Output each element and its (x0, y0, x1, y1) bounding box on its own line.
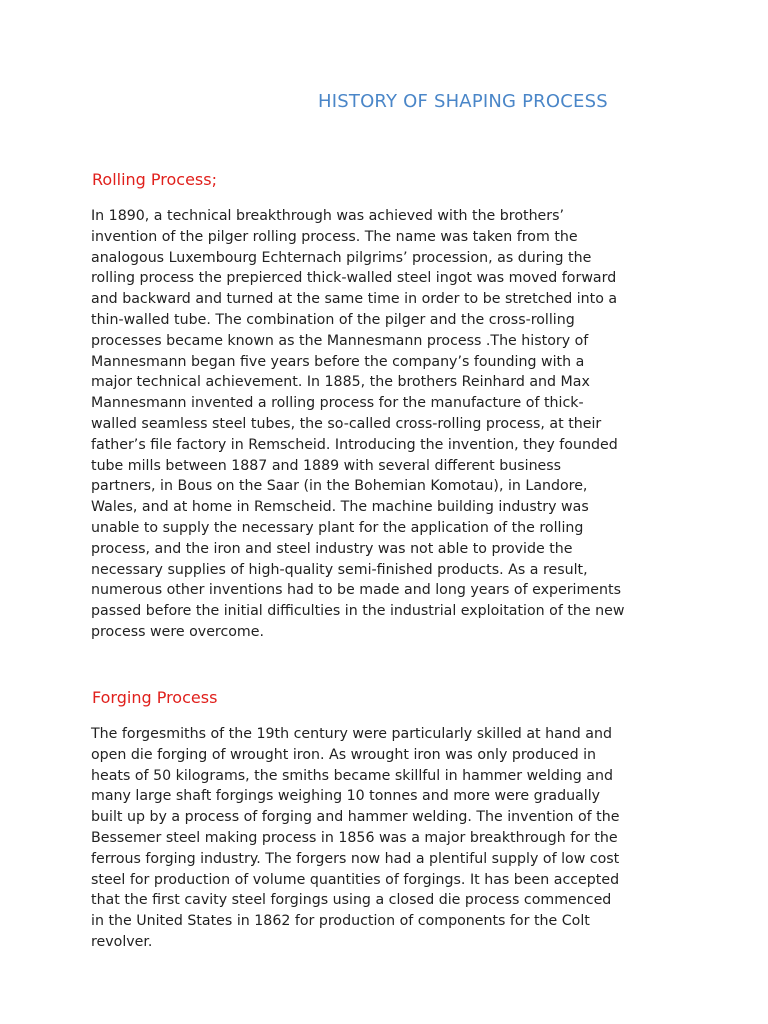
paragraph-line: invention of the pilger rolling process. The name was taken from the (91, 228, 578, 245)
paragraph-line: heats of 50 kilograms, the smiths became skillful in hammer welding and (91, 767, 613, 784)
section-heading-forging: Forging Process (92, 688, 218, 707)
paragraph-line: necessary supplies of high-quality semi-finished products. As a result, (91, 561, 588, 578)
paragraph-line: in the United States in 1862 for production of components for the Colt (91, 913, 590, 930)
paragraph-line: open die forging of wrought iron. As wrought iron was only produced in (91, 746, 597, 763)
paragraph-line: passed before the initial difficulties in the industrial exploitation of the new (91, 603, 625, 620)
paragraph-line: numerous other inventions had to be made and long years of experiments (91, 582, 621, 599)
paragraph-line: processes became known as the Mannesmann process .The history of (91, 332, 589, 349)
paragraph-line: and backward and turned at the same time in order to be stretched into a (91, 291, 618, 308)
paragraph-line: walled seamless steel tubes, the so-called cross-rolling process, at their (91, 415, 602, 432)
paragraph-line: thin-walled tube. The combination of the pilger and the cross-rolling (91, 311, 575, 328)
paragraph-line: major technical achievement. In 1885, the brothers Reinhard and Max (91, 374, 590, 391)
paragraph-line: Mannesmann invented a rolling process for the manufacture of thick- (91, 395, 584, 412)
section-heading-rolling: Rolling Process; (92, 170, 217, 189)
paragraph-line: ferrous forging industry. The forgers now had a plentiful supply of low cost (91, 850, 620, 867)
paragraph-line: In 1890, a technical breakthrough was achieved with the brothers’ (91, 208, 565, 224)
paragraph-line: tube mills between 1887 and 1889 with several different business (91, 457, 562, 474)
section-body-rolling (91, 206, 691, 643)
paragraph-line: partners, in Bous on the Saar (in the Bohemian Komotau), in Landore, (91, 478, 588, 495)
paragraph-line: unable to supply the necessary plant for the application of the rolling (91, 519, 584, 536)
paragraph-line: revolver. (91, 933, 153, 950)
document-title: HISTORY OF SHAPING PROCESS (318, 91, 608, 112)
paragraph-line: analogous Luxembourg Echternach pilgrims’ procession, as during the (91, 249, 592, 266)
paragraph-line: father’s file factory in Remscheid. Introducing the invention, they founded (91, 436, 618, 453)
paragraph-line: many large shaft forgings weighing 10 tonnes and more were gradually (91, 788, 601, 805)
paragraph-line: built up by a process of forging and hammer welding. The invention of the (91, 809, 620, 826)
paragraph-line: that the first cavity steel forgings using a closed die process commenced (91, 892, 612, 909)
paragraph-line: The forgesmiths of the 19th century were particularly skilled at hand and (91, 726, 612, 742)
paragraph-line: process were overcome. (91, 623, 264, 640)
section-body-forging (91, 724, 691, 953)
paragraph-line: process, and the iron and steel industry was not able to provide the (91, 540, 573, 557)
paragraph-line: Mannesmann began five years before the company’s founding with a (91, 353, 585, 370)
paragraph-line: Bessemer steel making process in 1856 was a major breakthrough for the (91, 829, 618, 846)
paragraph-line: rolling process the prepierced thick-walled steel ingot was moved forward (91, 270, 617, 287)
paragraph-line: steel for production of volume quantities of forgings. It has been accepted (91, 871, 620, 888)
paragraph-line: Wales, and at home in Remscheid. The machine building industry was (91, 499, 589, 516)
